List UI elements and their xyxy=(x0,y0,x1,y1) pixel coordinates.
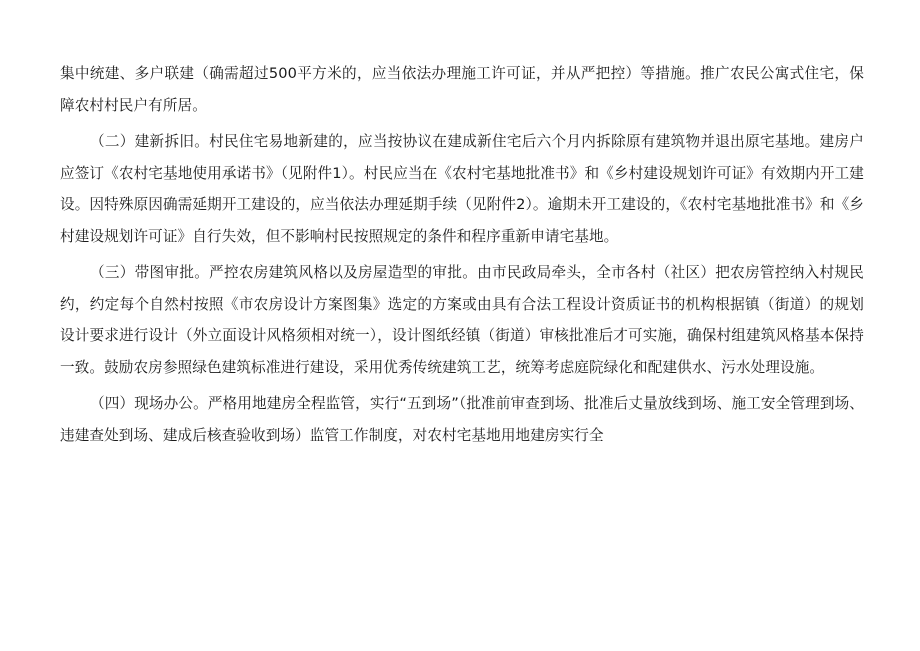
paragraph-continuation: 集中统建、多户联建（确需超过500平方米的，应当依法办理施工许可证，并从严把控）等措施。推广农民公寓式住宅，保障农村村民户有所居。 xyxy=(60,65,864,114)
document-page xyxy=(60,58,864,456)
paragraph-drawing-approval: （三）带图审批。严控农房建筑风格以及房屋造型的审批。由市民政局牵头，全市各村（社区）把农房管控纳入村规民约，约定每个自然村按照《市农房设计方案图集》选定的方案或由具有合法工程设计资质证书的机构根据镇（街道）的规划设计要求进行设计（外立面设计风格须相对统一），设计图纸经镇（街道）审核批准后才可实施，确保村组建筑风格基本保持一致。鼓励农房参照绿色建筑标准进行建设，采用优秀传统建筑工艺，统筹考虑庭院绿化和配建供水、污水处理设施。 xyxy=(60,264,864,376)
paragraph-build-new-demolish-old: （二）建新拆旧。村民住宅易地新建的，应当按协议在建成新住宅后六个月内拆除原有建筑物并退出原宅基地。建房户应签订《农村宅基地使用承诺书》（见附件1）。村民应当在《农村宅基地批准书》和《乡村建设规划许可证》有效期内开工建设。因特殊原因确需延期开工建设的，应当依法办理延期手续（见附件2）。逾期未开工建设的，《农村宅基地批准书》和《乡村建设规划许可证》自行失效，但不影响村民按照规定的条件和程序重新申请宅基地。 xyxy=(60,133,864,245)
paragraph-onsite-office: （四）现场办公。严格用地建房全程监管，实行“五到场”（批准前审查到场、批准后丈量放线到场、施工安全管理到场、违建查处到场、建成后核查验收到场）监管工作制度，对农村宅基地用地建房实行全 xyxy=(60,395,864,444)
